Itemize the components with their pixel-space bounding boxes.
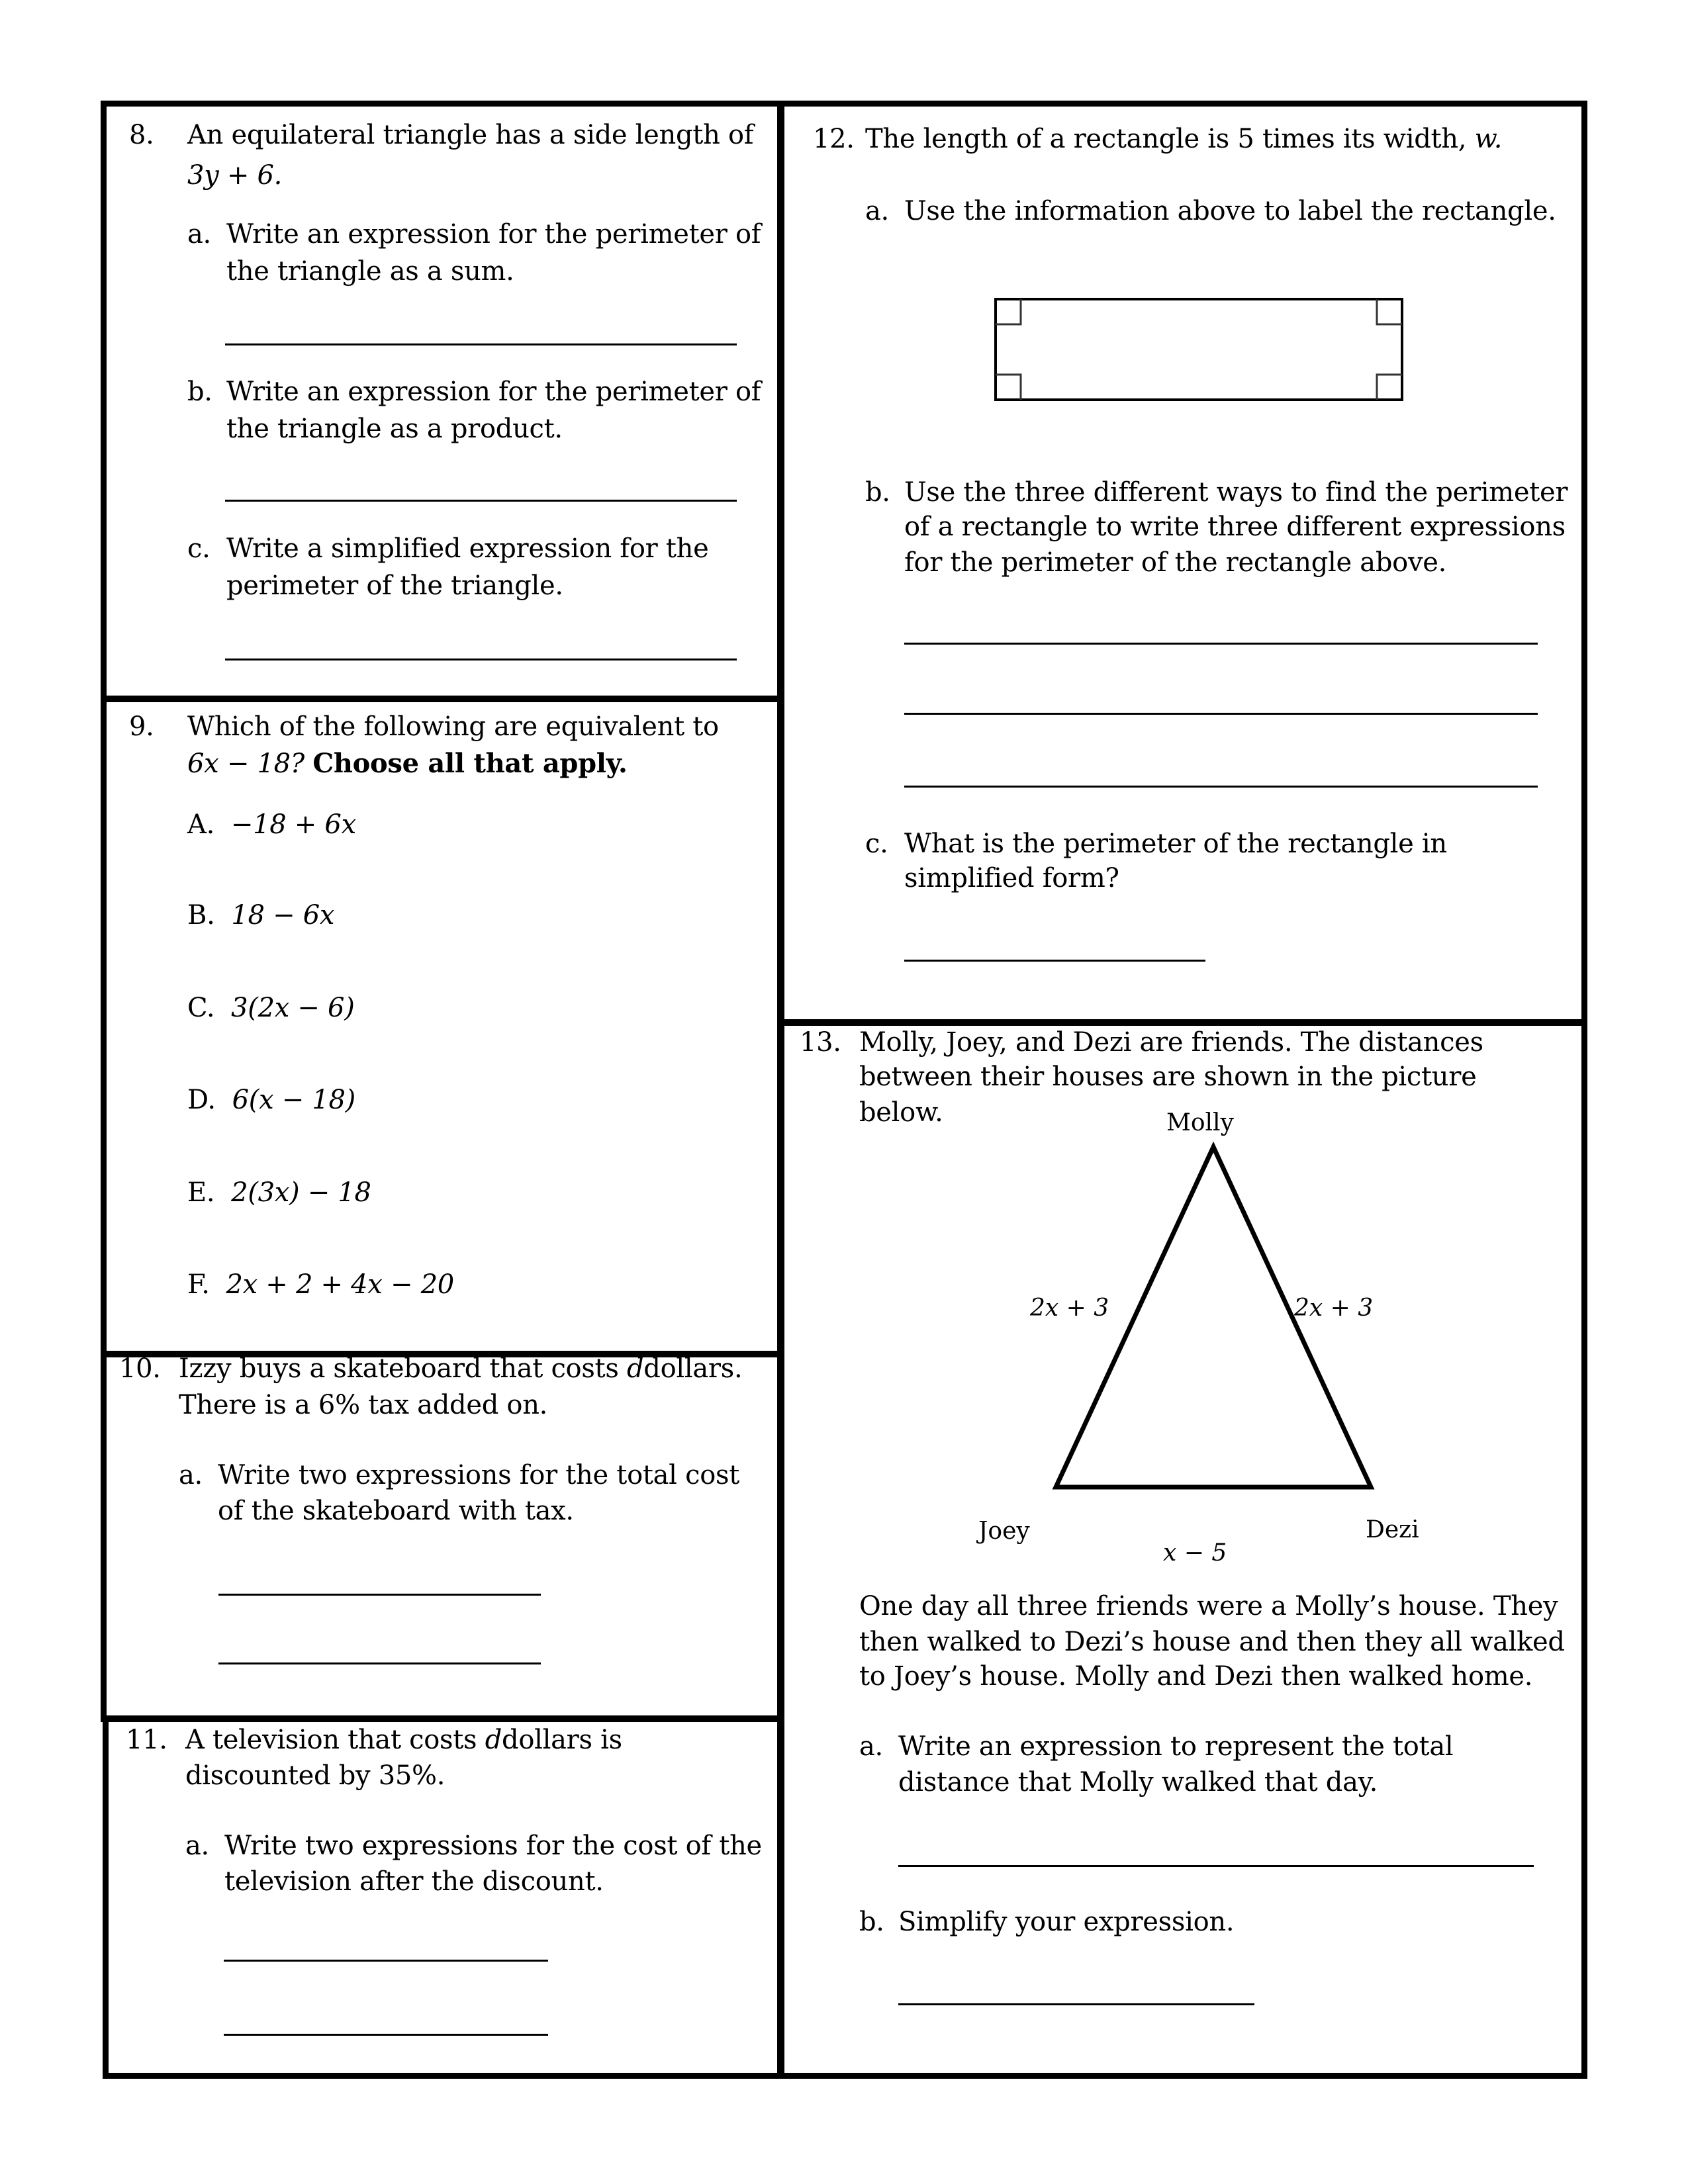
question-stem-line2	[187, 746, 628, 782]
part-b-line1: Use the three different ways to find the perimeter	[904, 477, 1568, 508]
question-number: 11.	[126, 1725, 167, 1755]
part-b-letter: b.	[859, 1907, 884, 1937]
question-number: 9.	[129, 711, 154, 742]
answer-line-11a-1[interactable]	[224, 1960, 548, 1962]
part-a-text: Use the information above to label the rectangle.	[904, 196, 1556, 226]
answer-line-12b-3[interactable]	[904, 786, 1538, 788]
story-line3: to Joey’s house. Molly and Dezi then walked home.	[859, 1661, 1533, 1692]
column-divider	[777, 101, 784, 2079]
choice-expression: 18 − 6x	[231, 900, 335, 931]
answer-line-13b[interactable]	[898, 2003, 1254, 2005]
part-a-line2: television after the discount.	[224, 1866, 604, 1897]
choice-letter: E.	[187, 1177, 215, 1208]
part-a-line1: Write an expression for the perimeter of	[226, 219, 761, 250]
stem-text: dollars.	[643, 1353, 743, 1384]
part-a-letter: a.	[859, 1731, 883, 1762]
part-c-line2: simplified form?	[904, 863, 1119, 893]
part-b-letter: b.	[187, 377, 212, 407]
divider-q10-q11	[101, 1715, 782, 1722]
question-stem-line2: between their houses are shown in the picture	[859, 1062, 1477, 1092]
right-angle-marker-top-right	[1377, 299, 1402, 324]
stem-variable: w.	[1474, 124, 1503, 154]
right-angle-marker-bottom-left	[996, 375, 1021, 400]
part-a-line2: the triangle as a sum.	[226, 256, 514, 287]
answer-line-13a[interactable]	[898, 1865, 1534, 1867]
stem-variable: d	[485, 1725, 502, 1755]
question-stem-line3: below.	[859, 1097, 943, 1128]
stem-text: dollars is	[502, 1725, 622, 1755]
story-line1: One day all three friends were a Molly’s house. They	[859, 1591, 1558, 1621]
side-label-left: 2x + 3	[1030, 1295, 1109, 1322]
part-b-line1: Write an expression for the perimeter of	[226, 377, 761, 407]
part-c-letter: c.	[187, 533, 211, 564]
part-b-line2: the triangle as a product.	[226, 414, 563, 444]
part-a-line2: of the skateboard with tax.	[218, 1496, 574, 1526]
stem-text: Izzy buys a skateboard that costs	[179, 1353, 619, 1384]
choice-expression: 3(2x − 6)	[231, 993, 355, 1023]
question-number: 13.	[800, 1027, 841, 1058]
question-stem-line1: An equilateral triangle has a side length of	[187, 120, 754, 150]
choice-letter: C.	[187, 993, 215, 1023]
divider-q8-q9	[101, 696, 782, 702]
choice-expression: 2(3x) − 18	[231, 1177, 371, 1208]
answer-line-10a-2[interactable]	[218, 1662, 541, 1664]
part-c-line1: Write a simplified expression for the	[226, 533, 709, 564]
question-stem-line1: Molly, Joey, and Dezi are friends. The distances	[859, 1027, 1483, 1058]
frame-left-upper	[101, 101, 107, 1721]
story-line2: then walked to Dezi’s house and then they all walked	[859, 1627, 1565, 1657]
part-b-text: Simplify your expression.	[898, 1907, 1235, 1937]
part-a-letter: a.	[865, 196, 889, 226]
choice-a[interactable]	[187, 807, 356, 842]
answer-line-8b[interactable]	[225, 500, 737, 502]
part-a-line1: Write two expressions for the cost of the	[224, 1831, 762, 1861]
question-stem-line1	[179, 1351, 742, 1387]
part-c-line2: perimeter of the triangle.	[226, 570, 563, 601]
answer-line-12b-1[interactable]	[904, 643, 1538, 645]
answer-line-8c[interactable]	[225, 659, 737, 660]
answer-line-12c[interactable]	[904, 960, 1205, 962]
right-angle-marker-top-left	[996, 299, 1021, 324]
right-angle-marker-bottom-right	[1377, 375, 1402, 400]
question-number: 12.	[813, 124, 855, 154]
frame-bottom	[103, 2073, 1587, 2079]
answer-line-10a-1[interactable]	[218, 1594, 541, 1596]
part-c-letter: c.	[865, 829, 888, 859]
choice-expression: 6(x − 18)	[232, 1085, 355, 1115]
side-label-right: 2x + 3	[1294, 1295, 1374, 1322]
question-number: 8.	[129, 120, 154, 150]
stem-variable: d	[626, 1353, 644, 1384]
choice-expression: 2x + 2 + 4x − 20	[226, 1269, 454, 1300]
answer-line-8a[interactable]	[225, 343, 737, 345]
stem-instruction: Choose all that apply.	[312, 748, 628, 779]
question-stem-line2: There is a 6% tax added on.	[179, 1390, 548, 1420]
choice-letter: A.	[187, 809, 215, 840]
vertex-label-dezi: Dezi	[1366, 1516, 1419, 1543]
rectangle-diagram	[992, 295, 1407, 404]
part-b-line3: for the perimeter of the rectangle above.	[904, 547, 1447, 578]
answer-line-11a-2[interactable]	[224, 2034, 548, 2036]
side-label-bottom: x − 5	[1163, 1539, 1227, 1567]
question-stem	[865, 121, 1502, 157]
rectangle-outline	[996, 299, 1402, 400]
choice-letter: D.	[187, 1085, 216, 1115]
choice-d[interactable]	[187, 1082, 355, 1118]
part-b-line2: of a rectangle to write three different expressions	[904, 512, 1566, 542]
choice-expression: −18 + 6x	[230, 809, 356, 840]
part-a-line1: Write an expression to represent the total	[898, 1731, 1454, 1762]
stem-text: A television that costs	[185, 1725, 477, 1755]
question-stem-line1	[185, 1722, 622, 1758]
choice-letter: B.	[187, 900, 215, 931]
part-c-line1: What is the perimeter of the rectangle in	[904, 829, 1447, 859]
choice-f[interactable]	[187, 1267, 454, 1302]
choice-b[interactable]	[187, 897, 334, 933]
frame-left-lower	[103, 1715, 109, 2079]
stem-text: The length of a rectangle is 5 times its width,	[865, 124, 1467, 154]
question-stem-line1: Which of the following are equivalent to	[187, 711, 719, 742]
frame-right	[1581, 101, 1587, 2079]
question-stem-expression: 3y + 6.	[187, 160, 283, 191]
part-a-line2: distance that Molly walked that day.	[898, 1767, 1378, 1797]
question-stem-line2: discounted by 35%.	[185, 1760, 445, 1791]
question-number: 10.	[119, 1353, 161, 1384]
choice-letter: F.	[187, 1269, 210, 1300]
part-a-letter: a.	[187, 219, 211, 250]
frame-top	[101, 101, 1587, 107]
part-a-line1: Write two expressions for the total cost	[218, 1460, 739, 1490]
part-a-letter: a.	[185, 1831, 209, 1861]
choice-c[interactable]	[187, 990, 355, 1026]
vertex-label-joey: Joey	[978, 1518, 1030, 1545]
part-b-letter: b.	[865, 477, 890, 508]
stem-expression: 6x − 18?	[187, 749, 305, 779]
answer-line-12b-2[interactable]	[904, 713, 1538, 715]
vertex-label-molly: Molly	[1166, 1109, 1234, 1136]
part-a-letter: a.	[179, 1460, 203, 1490]
choice-e[interactable]	[187, 1175, 371, 1210]
